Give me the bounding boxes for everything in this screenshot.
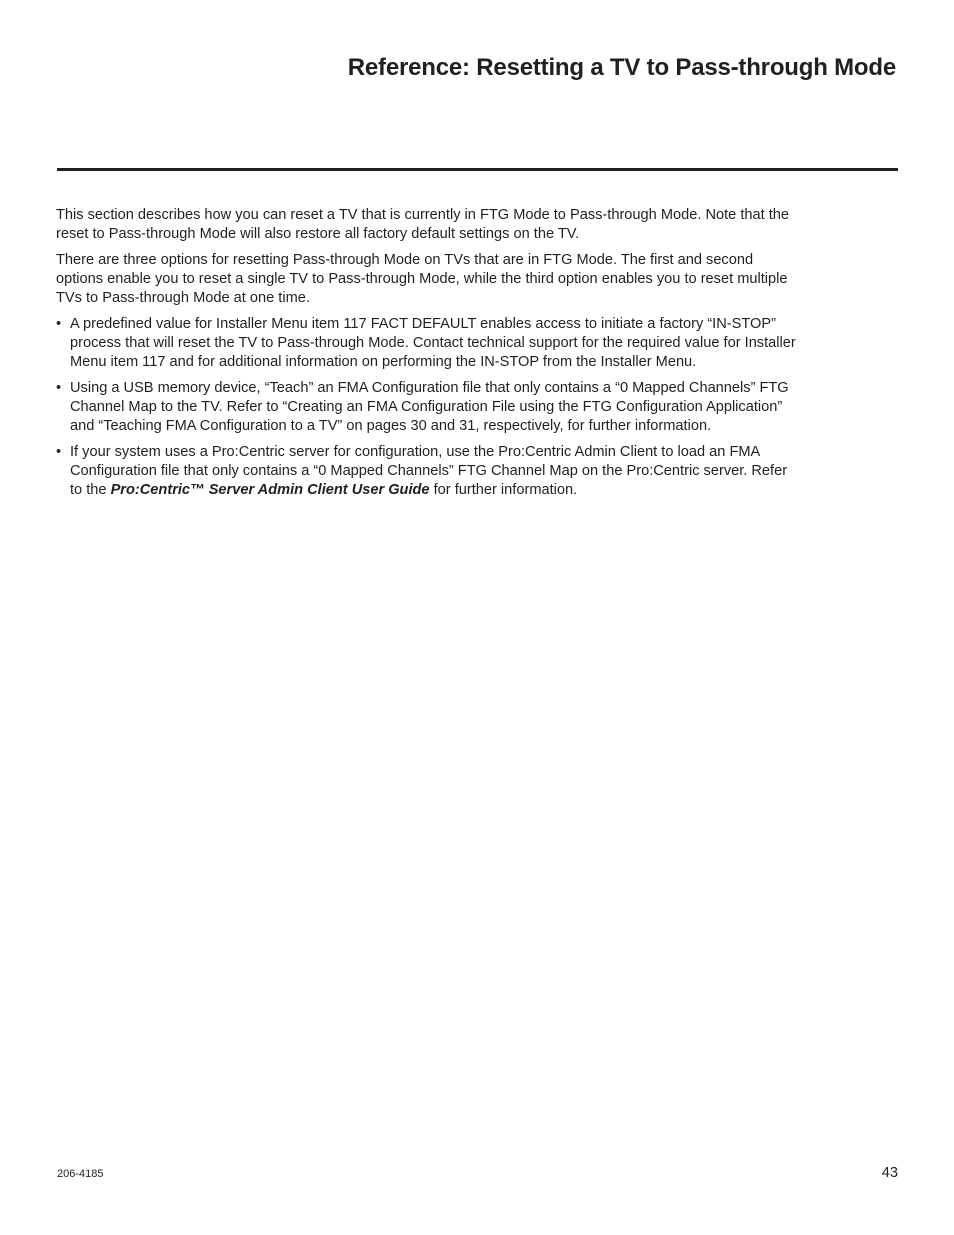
list-item	[56, 315, 796, 372]
option-3-text-before: If your system uses a Pro:Centric server for configuration, use the Pro:Centric Admin Client to load an FMA Configuration file that only contains a “0 Mapped Channels” FTG Channel Map on the Pro:Centric server. Refer to the	[70, 444, 788, 498]
page-title: Reference: Resetting a TV to Pass-through Mode	[347, 54, 896, 81]
intro-paragraph: This section describes how you can reset a TV that is currently in FTG Mode to Pass-through Mode. Note that the reset to Pass-through Mode will also restore all factory default settings on the TV.	[56, 207, 790, 242]
option-1-text: A predefined value for Installer Menu item 117 FACT DEFAULT enables access to initiate a factory “IN-STOP” process that will reset the TV to Pass-through Mode. Contact technical support for the required value for Installer Menu item 117 and for additional information on performing the IN-STOP from the Installer Menu.	[70, 316, 796, 370]
guide-title-emphasis: Pro:Centric™ Server Admin Client User Guide	[110, 482, 430, 498]
bullet-icon: •	[56, 316, 62, 332]
option-2-text: Using a USB memory device, “Teach” an FMA Configuration file that only contains a “0 Mapped Channels” FTG Channel Map to the TV. Refer to “Creating an FMA Configuration File using the FTG Configuration Application” and “Teaching FMA Configuration to a TV” on pages 30 and 31, respectively, for further information.	[70, 380, 789, 434]
list-item	[56, 443, 796, 500]
bullet-icon: •	[56, 444, 62, 460]
document-number: 206-4185	[57, 1168, 104, 1180]
option-3-text-after: for further information.	[429, 482, 578, 498]
body-content	[56, 206, 796, 507]
page-number: 43	[881, 1165, 898, 1181]
options-list	[56, 315, 796, 500]
bullet-icon: •	[56, 380, 62, 396]
header-divider	[57, 168, 898, 171]
list-item	[56, 379, 796, 436]
options-paragraph: There are three options for resetting Pass-through Mode on TVs that are in FTG Mode. The first and second options enable you to reset a single TV to Pass-through Mode, while the third option enables you to reset multiple TVs to Pass-through Mode at one time.	[56, 252, 788, 306]
